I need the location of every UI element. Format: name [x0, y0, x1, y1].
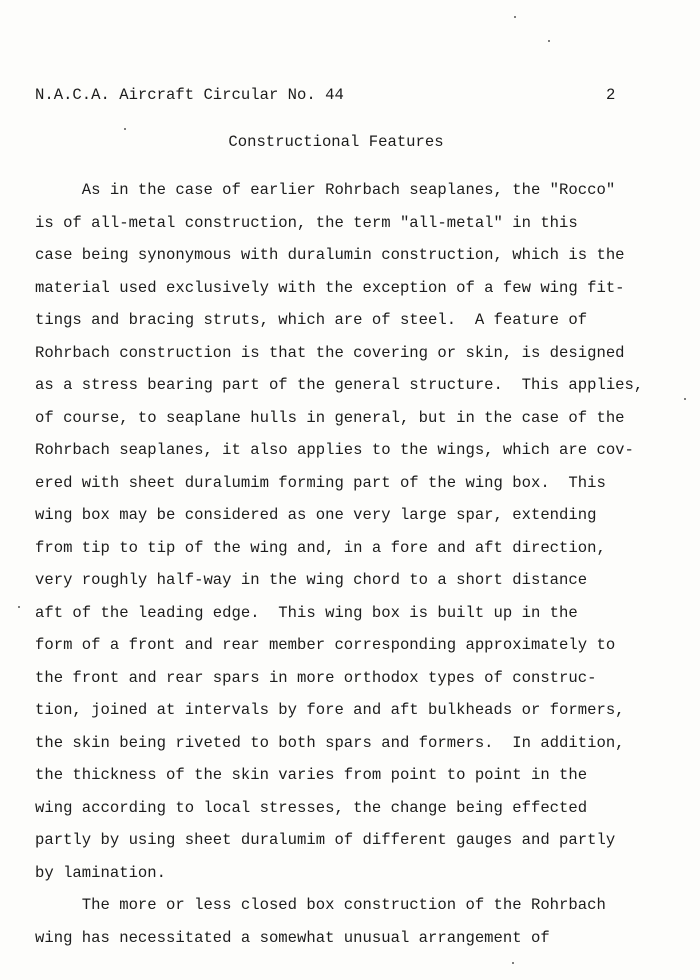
text-line: the front and rear spars in more orthodox types of construc- [35, 668, 597, 687]
text-line: material used exclusively with the exception of a few wing fit- [35, 278, 625, 297]
text-line: as a stress bearing part of the general structure. This applies, [35, 376, 644, 394]
text-line: case being synonymous with duralumin construction, which is the [35, 246, 625, 264]
body-text [35, 180, 675, 960]
section-heading: Constructional Features [228, 133, 444, 151]
page-number: 2 [606, 86, 616, 104]
text-line: Rohrbach construction is that the covering or skin, is designed [35, 343, 625, 362]
text-line: ered with sheet duralumim forming part of the wing box. This [35, 473, 606, 492]
text-line: aft of the leading edge. This wing box is built up in the [35, 603, 578, 622]
text-line: tion, joined at intervals by fore and aft bulkheads or formers, [35, 701, 625, 719]
text-line: form of a front and rear member corresponding approximately to [35, 636, 616, 654]
text-line: very roughly half-way in the wing chord to a short distance [35, 571, 588, 589]
text-line: tings and bracing struts, which are of steel. A feature of [35, 311, 588, 329]
text-line: from tip to tip of the wing and, in a fore and aft direction, [35, 538, 606, 557]
text-line: wing has necessitated a somewhat unusual arrangement of [35, 928, 550, 947]
scan-speck [18, 606, 20, 608]
text-line: As in the case of earlier Rohrbach seaplanes, the "Rocco" [35, 181, 616, 199]
text-line: partly by using sheet duralumim of different gauges and partly [35, 831, 616, 849]
text-line: by lamination. [35, 863, 167, 882]
circular-title: N.A.C.A. Aircraft Circular No. 44 [35, 86, 344, 104]
scan-speck [124, 128, 126, 130]
scan-speck [512, 962, 514, 964]
text-line: Rohrbach seaplanes, it also applies to the wings, which are cov- [35, 441, 634, 459]
page-header [0, 86, 700, 106]
scan-speck [684, 398, 686, 400]
text-line: the skin being riveted to both spars and formers. In addition, [35, 733, 625, 752]
text-line: wing box may be considered as one very large spar, extending [35, 506, 597, 524]
text-line: of course, to seaplane hulls in general, but in the case of the [35, 408, 625, 427]
paragraph-1 [35, 180, 675, 895]
paragraph-2 [35, 895, 675, 960]
text-line: The more or less closed box construction of the Rohrbach [35, 896, 606, 914]
scan-speck [548, 40, 550, 42]
text-line: wing according to local stresses, the change being effected [35, 798, 588, 817]
scan-speck [514, 16, 516, 18]
text-line: is of all-metal construction, the term "all-metal" in this [35, 213, 578, 232]
text-line: the thickness of the skin varies from point to point in the [35, 766, 588, 784]
